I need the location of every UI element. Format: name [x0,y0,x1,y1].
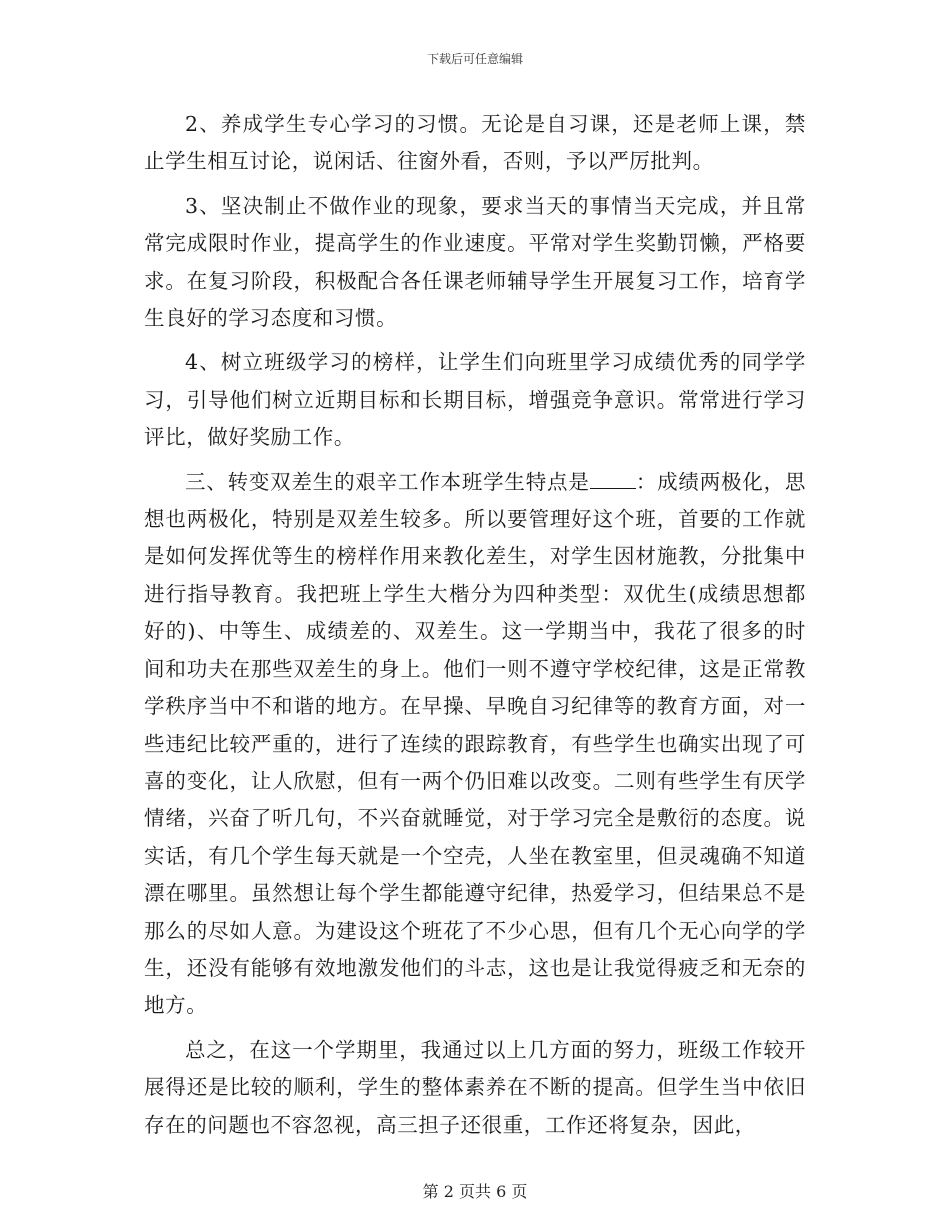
paragraph-text-before-blank: 三、转变双差生的艰辛工作本班学生特点是 [185,469,590,494]
fill-in-blank [590,468,636,489]
paragraph-habit-focus: 2、养成学生专心学习的习惯。无论是自习课，还是老师上课，禁止学生相互讨论，说闲话、往窗外看，否则，予以严厉批判。 [144,112,806,174]
document-body [144,106,806,1151]
paragraph-role-model: 4、树立班级学习的榜样，让学生们向班里学习成绩优秀的同学学习，引导他们树立近期目标和长期目标，增强竞争意识。常常进行学习评比，做好奖励工作。 [144,350,806,450]
page-number: 第 2 页共 6 页 [422,1182,528,1201]
paragraph-double-poor-students [144,464,806,1025]
page-header: 下载后可任意编辑 [426,52,523,66]
paragraph-homework: 3、坚决制止不做作业的现象，要求当天的事情当天完成，并且常常完成限时作业，提高学生的作业速度。平常对学生奖勤罚懒，严格要求。在复习阶段，积极配合各任课老师辅导学生开展复习工作，培育学生良好的学习态度和习惯。 [144,193,806,331]
paragraph-summary: 总之，在这一个学期里，我通过以上几方面的努力，班级工作较开展得还是比较的顺利，学生的整体素养在不断的提高。但学生当中依旧存在的问题也不容忽视，高三担子还很重，工作还将复杂，因此， [144,1037,806,1137]
paragraph-text-after-blank: ：成绩两极化，思想也两极化，特别是双差生较多。所以要管理好这个班，首要的工作就是如何发挥优等生的榜样作用来教化差生，对学生因材施教，分批集中进行指导教育。我把班上学生大楷分为四种类型：双优生(成绩思想都好的)、中等生、成绩差的、双差生。这一学期当中，我花了很多的时间和功夫在那些双差生的身上。他们一则不遵守学校纪律，这是正常教学秩序当中不和谐的地方。在早操、早晚自习纪律等的教育方面，对一些违纪比较严重的，进行了连续的跟踪教育，有些学生也确实出现了可喜的变化，让人欣慰，但有一两个仍旧难以改变。二则有些学生有厌学情绪，兴奋了听几句，不兴奋就睡觉，对于学习完全是敷衍的态度。说实话，有几个学生每天就是一个空壳，人坐在教室里，但灵魂确不知道漂在哪里。虽然想让每个学生都能遵守纪律，热爱学习，但结果总不是那么的尽如人意。为建设这个班花了不少心思，但有几个无心向学的学生，还没有能够有效地激发他们的斗志，这也是让我觉得疲乏和无奈的地方。 [144,469,806,1018]
